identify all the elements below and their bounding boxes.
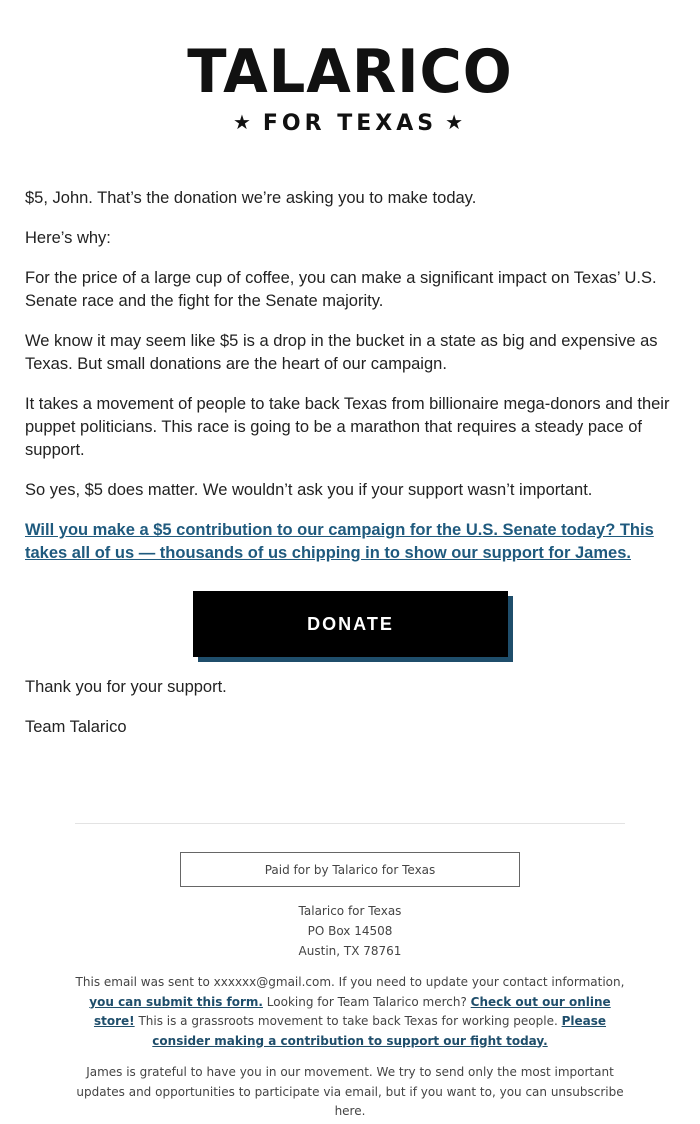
body-paragraph: So yes, $5 does matter. We wouldn’t ask you if your support wasn’t important. xyxy=(25,481,593,499)
legal-text: This email was sent to xxxxxx@gmail.com. If you need to update your contact information, xyxy=(75,975,625,989)
donate-button-wrapper xyxy=(193,591,515,663)
star-icon: ★ xyxy=(232,110,255,134)
thanks-text: Thank you for your support. xyxy=(25,678,227,696)
campaign-logo xyxy=(0,37,700,136)
mailing-address xyxy=(75,901,625,961)
address-city: Austin, TX 78761 xyxy=(298,944,402,958)
body-paragraph: We know it may seem like $5 is a drop in the bucket in a state as big and expensive as Texas. But small donations are the heart of our campaign. xyxy=(25,332,658,373)
online-store-link[interactable]: Check out our online store! xyxy=(93,994,611,1028)
star-icon: ★ xyxy=(445,110,468,134)
signoff xyxy=(25,676,675,756)
logo-subtitle xyxy=(0,110,700,136)
body-paragraph: For the price of a large cup of coffee, you can make a significant impact on Texas’ U.S. Senate race and the fight for the Senate majority. xyxy=(25,269,657,310)
paid-for-disclaimer: Paid for by Talarico for Texas xyxy=(180,852,520,887)
contribute-link[interactable]: Please consider making a contribution to support our fight today. xyxy=(152,1014,607,1048)
contribution-ask xyxy=(25,519,675,565)
footer-legal xyxy=(75,973,625,1051)
address-po-box: PO Box 14508 xyxy=(307,924,393,938)
unsubscribe-note: James is grateful to have you in our movement. We try to send only the most important updates and opportunities to participate via email, but if you want to, you can unsubscribe here. xyxy=(76,1065,624,1118)
body-paragraph: $5, John. That’s the donation we’re asking you to make today. xyxy=(25,189,477,207)
email-body xyxy=(25,187,675,565)
body-paragraph: It takes a movement of people to take back Texas from billionaire mega-donors and their puppet politicians. This race is going to be a marathon that requires a steady pace of support. xyxy=(25,395,670,459)
contribution-ask-link[interactable]: Will you make a $5 contribution to our campaign for the U.S. Senate today? This takes all of us — thousands of us chipping in to show our support for James. xyxy=(25,521,654,562)
address-org: Talarico for Texas xyxy=(298,904,402,918)
legal-text: Looking for Team Talarico merch? xyxy=(262,994,471,1009)
signature: Team Talarico xyxy=(25,718,127,736)
footer-divider xyxy=(75,823,625,824)
logo-subtitle-text: FOR TEXAS xyxy=(262,111,438,136)
legal-text: This is a grassroots movement to take back Texas for working people. xyxy=(134,1014,562,1028)
update-contact-link[interactable]: you can submit this form. xyxy=(89,994,263,1009)
donate-button[interactable]: DONATE xyxy=(193,591,508,657)
logo-wordmark: TALARICO xyxy=(187,37,513,107)
body-paragraph: Here’s why: xyxy=(25,229,111,247)
